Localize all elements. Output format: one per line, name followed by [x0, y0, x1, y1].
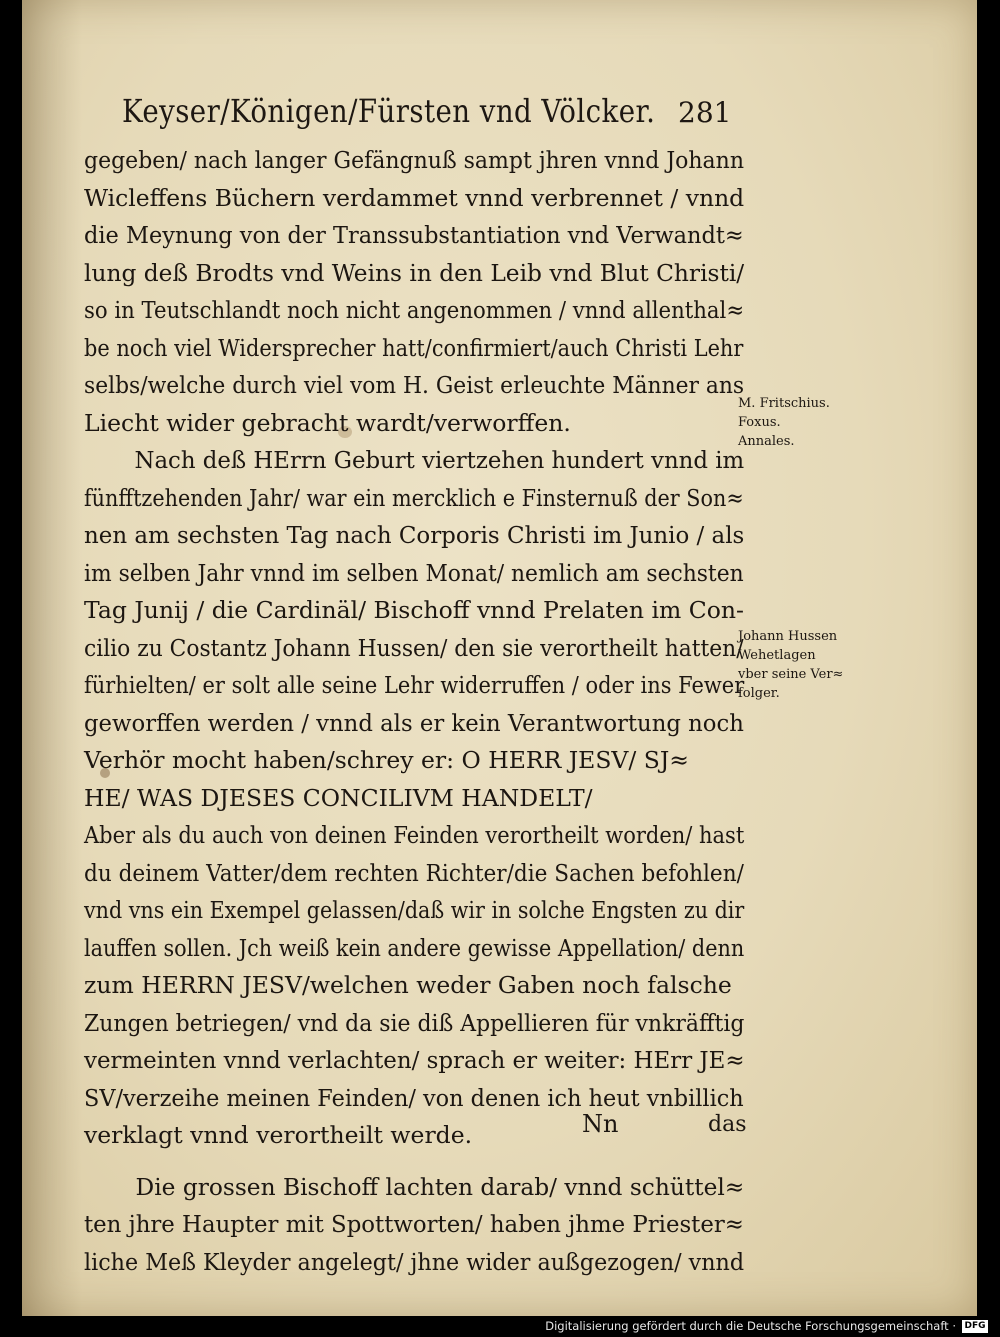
- text-line: be noch viel Widersprecher hatt/confirmiert/auch Christi Lehr: [84, 333, 744, 362]
- marginal-note: folger.: [738, 686, 780, 701]
- text-line: zum HERRN JESV/welchen weder Gaben noch falsche: [84, 971, 732, 999]
- running-title: Keyser/Königen/Fürsten vnd Völcker.: [122, 92, 656, 130]
- text-line: fürhielten/ er solt alle seine Lehr widerruffen / oder ins Fewer: [84, 671, 745, 699]
- text-line: cilio zu Costantz Johann Hussen/ den sie verortheilt hatten/: [84, 633, 744, 662]
- signature-mark: Nn: [582, 1110, 619, 1138]
- text-line: verklagt vnnd verortheilt werde.: [84, 1121, 473, 1149]
- text-line: Wicleffens Büchern verdammet vnnd verbrennet / vnnd: [84, 183, 745, 212]
- text-line: nen am sechsten Tag nach Corporis Christi im Junio / als: [84, 521, 745, 549]
- paragraph-gap: [84, 1155, 744, 1169]
- text-line: gegeben/ nach langer Gefängnuß sampt jhren vnnd Johann: [84, 146, 745, 174]
- text-line: geworffen werden / vnnd als er kein Verantwortung noch: [84, 708, 744, 737]
- text-line: vnd vns ein Exempel gelassen/daß wir in solche Engsten zu dir: [84, 896, 745, 924]
- dfg-logo: DFG: [962, 1320, 988, 1333]
- digitization-credit: Digitalisierung gefördert durch die Deutsche Forschungsgemeinschaft ·: [545, 1319, 956, 1333]
- marginal-note: Wehetlagen: [738, 648, 816, 663]
- catchword: das: [708, 1112, 747, 1137]
- text-line: die Meynung von der Transsubstantiation vnd Verwandt≈: [84, 221, 744, 249]
- marginal-note: Annales.: [738, 434, 795, 449]
- marginal-note: vber seine Ver≈: [738, 667, 844, 682]
- page-number: 281: [678, 96, 732, 129]
- text-line: so in Teutschlandt noch nicht angenommen / vnnd allenthal≈: [84, 296, 745, 324]
- text-line: ten jhre Haupter mit Spottworten/ haben jhme Priester≈: [84, 1210, 744, 1238]
- text-line: lung deß Brodts vnd Weins in den Leib vnd Blut Christi/: [84, 258, 745, 287]
- text-line: Liecht wider gebracht wardt/verworffen.: [84, 408, 571, 437]
- marginal-note: Foxus.: [738, 415, 781, 430]
- marginal-hus-note: [738, 627, 858, 703]
- text-line: Zungen betriegen/ vnd da sie diß Appellieren für vnkräfftig: [84, 1008, 745, 1037]
- text-line: Tag Junij / die Cardinäl/ Bischoff vnnd Prelaten im Con-: [84, 596, 744, 624]
- text-line: Nach deß HErrn Geburt viertzehen hundert vnnd im: [134, 446, 745, 474]
- footer-bar: [0, 1316, 1000, 1337]
- text-line: lauffen sollen. Jch weiß kein andere gewisse Appellation/ denn: [84, 933, 745, 962]
- text-line: fünfftzehenden Jahr/ war ein mercklich e Finsternuß der Son≈: [84, 483, 744, 512]
- text-line: Aber als du auch von deinen Feinden verortheilt worden/ hast: [84, 821, 745, 849]
- text-line: selbs/welche durch viel vom H. Geist erleuchte Männer ans: [84, 371, 745, 399]
- marginalia: [738, 394, 858, 703]
- text-line: Die grossen Bischoff lachten darab/ vnnd schüttel≈: [135, 1172, 745, 1201]
- body-text: [84, 142, 744, 1281]
- marginal-note: M. Fritschius.: [738, 396, 830, 411]
- text-line: SV/verzeihe meinen Feinden/ von denen ich heut vnbillich: [84, 1083, 744, 1112]
- marginal-sources: [738, 394, 858, 451]
- text-line: Verhör mocht haben/schrey er: O HERR JESV/ SJ≈: [84, 746, 689, 774]
- book-page: [22, 0, 977, 1316]
- text-line: vermeinten vnnd verlachten/ sprach er weiter: HErr JE≈: [84, 1046, 745, 1074]
- marginal-note: Johann Hussen: [738, 629, 838, 644]
- text-line: im selben Jahr vnnd im selben Monat/ nemlich am sechsten: [84, 558, 744, 587]
- text-line: du deinem Vatter/dem rechten Richter/die Sachen befohlen/: [84, 858, 744, 887]
- text-line: liche Meß Kleyder angelegt/ jhne wider außgezogen/ vnnd: [84, 1247, 745, 1276]
- text-line: HE/ WAS DJESES CONCILIVM HANDELT/: [84, 783, 593, 812]
- page-gutter-shadow: [22, 0, 82, 1316]
